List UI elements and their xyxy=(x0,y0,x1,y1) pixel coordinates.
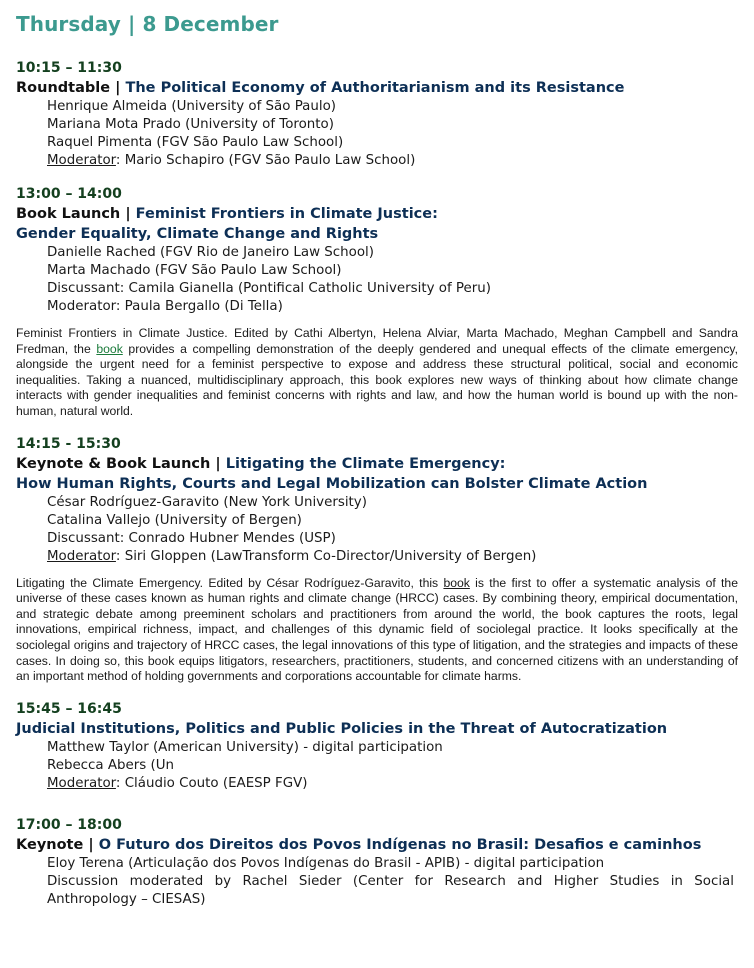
speaker-list xyxy=(16,244,738,316)
description-text: provides a compelling demonstration of the deeply gendered and unequal effects of the climate emergency, alongside the urgent need for a feminist perspective to expose and address these structural political, social and economic inequalities. Taking a nuanced, multidisciplinary approach, this book explores new ways of thinking about how climate change interacts with gender inequalities and feminist concerns with rights and law, and how the human world is bound up with the non-human, natural world. xyxy=(16,341,738,418)
speaker: Danielle Rached (FGV Rio de Janeiro Law School) xyxy=(47,245,374,260)
speaker: Marta Machado (FGV São Paulo Law School) xyxy=(47,263,342,278)
title-separator: | xyxy=(120,206,136,222)
speaker: Matthew Taylor (American University) - digital participation xyxy=(47,739,443,755)
speaker-list xyxy=(16,98,738,170)
session-name-line2: Gender Equality, Climate Change and Rights xyxy=(16,226,379,242)
moderator-name: : Siri Gloppen (LawTransform Co-Director/University of Bergen) xyxy=(115,548,537,564)
moderator-label: Moderator xyxy=(47,548,116,564)
session-title xyxy=(16,454,738,474)
session-name: The Political Economy of Authoritarianism and its Resistance xyxy=(125,80,625,96)
speaker: Rebecca Abers (Un xyxy=(47,757,175,773)
session-name-line1: Feminist Frontiers in Climate Justice: xyxy=(135,206,438,222)
session-kind: Keynote xyxy=(16,836,84,853)
title-separator: | xyxy=(110,80,126,96)
session-name-line1: Litigating the Climate Emergency: xyxy=(225,455,506,472)
book-link[interactable]: book xyxy=(443,575,470,590)
session-judicial-institutions xyxy=(16,699,738,793)
session-time: 15:45 – 16:45 xyxy=(16,700,122,717)
session-roundtable xyxy=(16,58,738,170)
speaker: Eloy Terena (Articulação dos Povos Indígenas do Brasil - APIB) - digital participation xyxy=(47,855,605,871)
moderator-name: : Cláudio Couto (EAESP FGV) xyxy=(115,775,308,791)
speaker-list xyxy=(16,739,738,793)
session-time: 10:15 – 11:30 xyxy=(16,60,122,76)
session-kind: Keynote & Book Launch xyxy=(16,455,211,472)
title-separator: | xyxy=(83,836,99,853)
description-text: is the first to offer a systematic analysis of the universe of these cases known as human rights and climate change (HRCC) cases. By combining theory, empirical documentation, and strategic debate among preeminent scholars and practitioners from around the world, the book captures the roots, legal innovations, empirical richness, impact, and challenges of this dynamic field of sociolegal practice. It looks specifically at the sociolegal origins and trajectory of HRCC cases, the legal innovations of this type of litigation, and the strategies and impacts of these cases. In doing so, this book equips litigators, researchers, practitioners, students, and concerned citizens with an understanding of an important method of holding governments and corporations accountable for climate harms. xyxy=(16,575,738,684)
session-title xyxy=(16,78,738,98)
book-link[interactable]: book xyxy=(96,341,123,356)
moderator xyxy=(47,775,738,793)
moderator-label: Moderator xyxy=(47,153,116,168)
speaker: Catalina Vallejo (University of Bergen) xyxy=(47,512,302,528)
speaker-list xyxy=(16,494,738,566)
session-kind: Book Launch xyxy=(16,206,121,222)
session-name: Judicial Institutions, Politics and Public Policies in the Threat of Autocratization xyxy=(16,720,668,737)
moderator xyxy=(47,152,738,170)
program-page xyxy=(16,10,738,923)
speaker: Mariana Mota Prado (University of Toronto) xyxy=(47,117,334,132)
session-name: O Futuro dos Direitos dos Povos Indígenas no Brasil: Desafios e caminhos xyxy=(98,836,702,853)
session-keynote-litigating xyxy=(16,434,738,685)
speaker: Henrique Almeida (University of São Paulo) xyxy=(47,99,336,114)
session-time: 13:00 – 14:00 xyxy=(16,186,122,202)
session-book-launch-feminist xyxy=(16,184,738,420)
moderator-label: Moderator xyxy=(47,775,116,791)
session-time: 14:15 - 15:30 xyxy=(16,435,121,452)
session-title xyxy=(16,204,738,224)
session-title xyxy=(16,835,738,855)
session-name-line2: How Human Rights, Courts and Legal Mobilization can Bolster Climate Action xyxy=(16,475,648,492)
discussion-moderator: Discussion moderated by Rachel Sieder (Center for Research and Higher Studies in Social Anthropology – CIESAS) xyxy=(47,873,734,907)
book-description xyxy=(16,576,738,685)
discussant: Discussant: Camila Gianella (Pontifical Catholic University of Peru) xyxy=(47,281,491,296)
description-text: Litigating the Climate Emergency. Edited by César Rodríguez-Garavito, this xyxy=(16,575,444,590)
day-heading: Thursday | 8 December xyxy=(16,12,279,36)
book-description xyxy=(16,326,738,420)
description-text: Feminist Frontiers in Climate Justice. Edited by Cathi Albertyn, Helena Alviar, Marta Machado, Meghan Campbell and Sandra Fredman, the xyxy=(16,326,738,356)
speaker: César Rodríguez-Garavito (New York University) xyxy=(47,494,367,510)
moderator xyxy=(47,548,738,566)
session-time: 17:00 – 18:00 xyxy=(16,816,122,833)
discussant: Discussant: Conrado Hubner Mendes (USP) xyxy=(47,530,336,546)
session-kind: Roundtable xyxy=(16,80,111,96)
speaker: Raquel Pimenta (FGV São Paulo Law School) xyxy=(47,135,344,150)
speaker-list xyxy=(16,855,738,909)
moderator-name: : Mario Schapiro (FGV São Paulo Law School) xyxy=(115,153,416,168)
session-keynote-indigenous xyxy=(16,815,738,909)
title-separator: | xyxy=(210,455,226,472)
moderator: Moderator: Paula Bergallo (Di Tella) xyxy=(47,299,283,314)
